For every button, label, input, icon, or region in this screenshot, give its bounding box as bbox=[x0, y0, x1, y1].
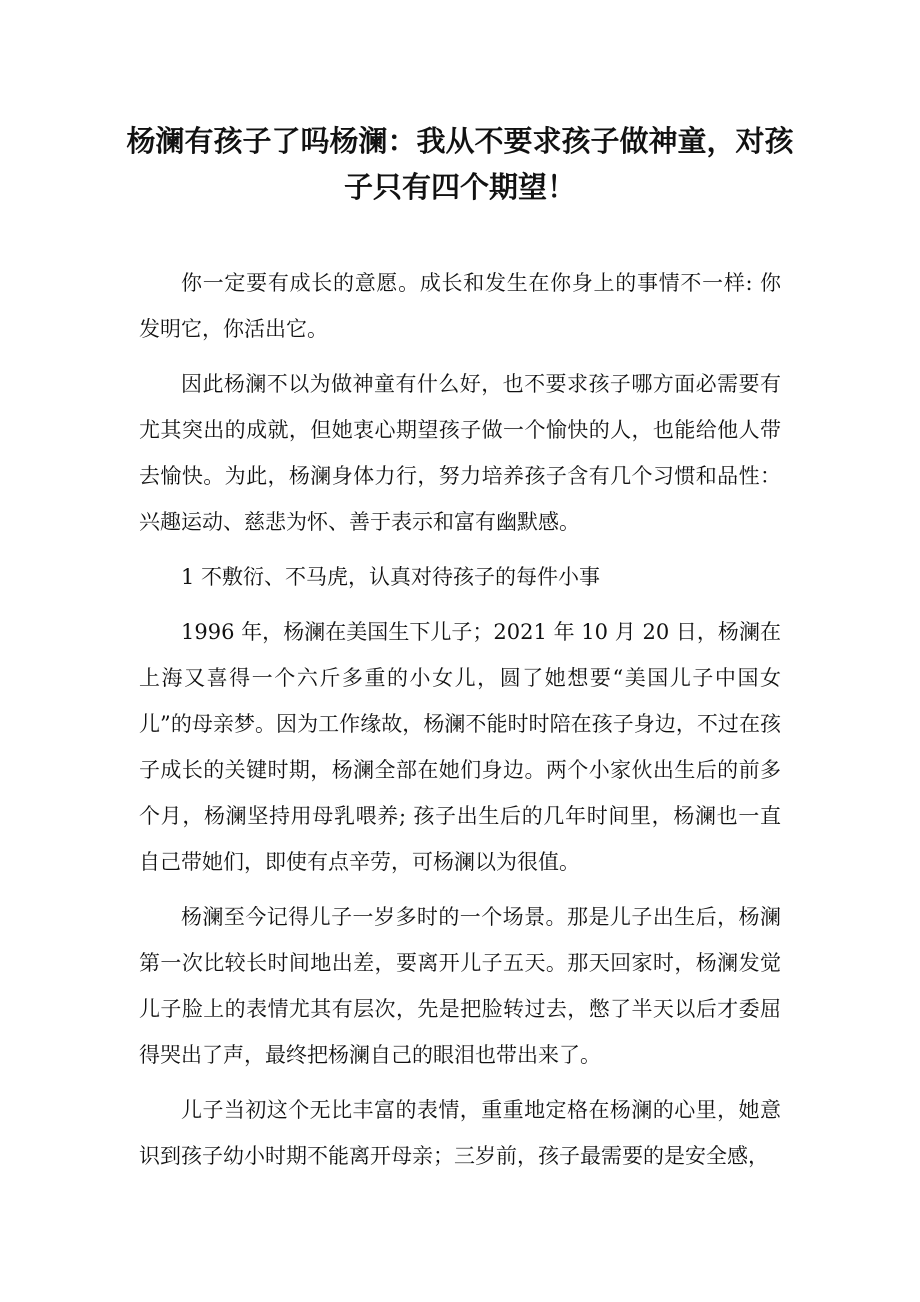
document-body bbox=[139, 260, 781, 1188]
paragraph-4: 杨澜至今记得儿子一岁多时的一个场景。那是儿子出生后，杨澜第一次比较长时间地出差，要离开儿子五天。那天回家时，杨澜发觉儿子脸上的表情尤其有层次，先是把脸转过去，憋了半天以后才委屈得哭出了声，最终把杨澜自己的眼泪也带出来了。 bbox=[139, 905, 781, 1067]
paragraph-3: 1996 年，杨澜在美国生下儿子；2021 年 10 月 20 日，杨澜在上海又喜得一个六斤多重的小女儿，圆了她想要“美国儿子中国女儿”的母亲梦。因为工作缘故，杨澜不能时时陪在孩子身边，不过在孩子成长的关键时期，杨澜全部在她们身边。两个小家伙出生后的前多个月，杨澜坚持用母乳喂养; 孩子出生后的几年时间里，杨澜也一直自己带她们，即使有点辛劳，可杨澜以为很值。 bbox=[139, 620, 781, 874]
paragraph-5: 儿子当初这个无比丰富的表情，重重地定格在杨澜的心里，她意识到孩子幼小时期不能离开母亲；三岁前，孩子最需要的是安全感， bbox=[139, 1098, 781, 1168]
paragraph-2: 因此杨澜不以为做神童有什么好，也不要求孩子哪方面必需要有尤其突出的成就，但她衷心期望孩子做一个愉快的人，也能给他人带去愉快。为此，杨澜身体力行，努力培养孩子含有几个习惯和品性：兴趣运动、慈悲为怀、善于表示和富有幽默感。 bbox=[139, 372, 781, 534]
section-heading: 1 不敷衍、不马虎，认真对待孩子的每件小事 bbox=[181, 565, 601, 589]
paragraph-1: 你一定要有成长的意愿。成长和发生在你身上的事情不一样: 你发明它，你活出它。 bbox=[139, 271, 781, 341]
document-title: 杨澜有孩子了吗杨澜：我从不要求孩子做神童，对孩子只有四个期望！ bbox=[126, 124, 794, 204]
